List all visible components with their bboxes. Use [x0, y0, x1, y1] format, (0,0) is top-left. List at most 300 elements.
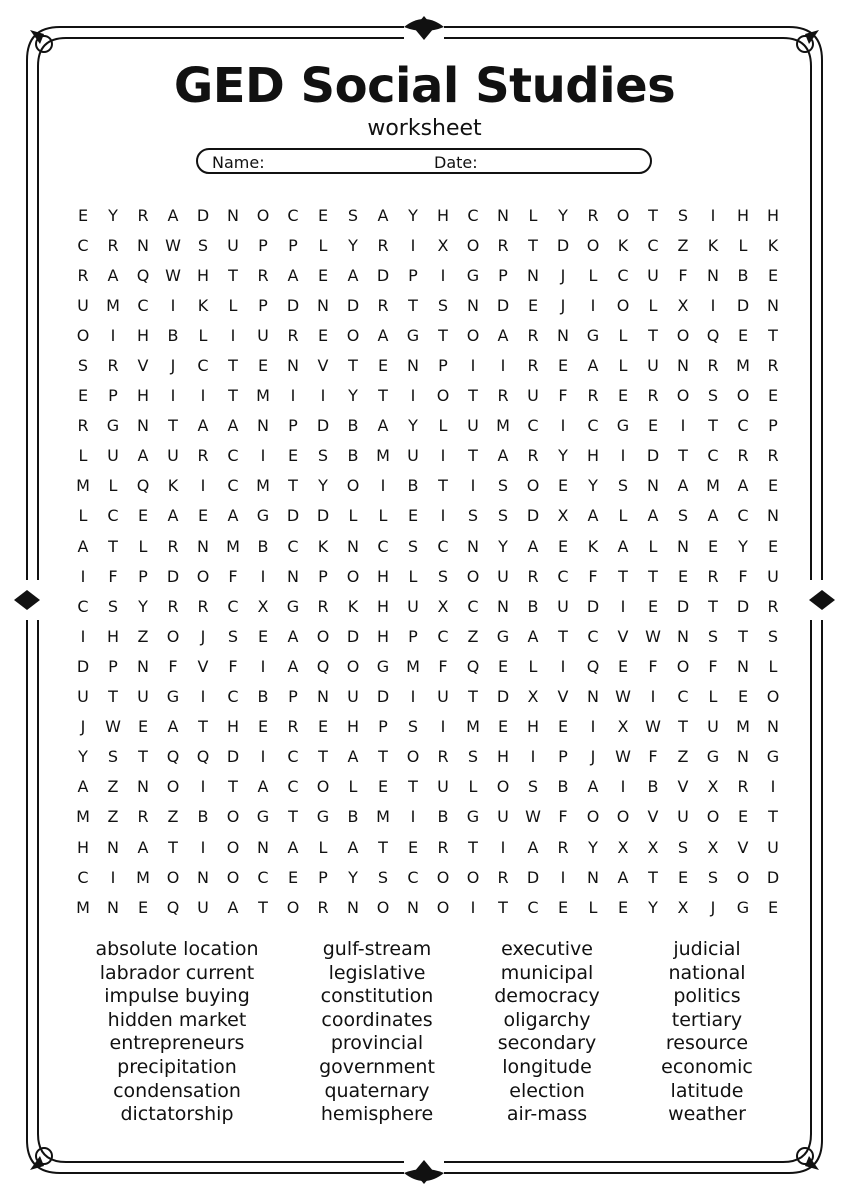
grid-letter: V — [647, 807, 659, 827]
grid-letter: O — [436, 867, 450, 887]
grid-letter: T — [618, 566, 628, 586]
grid-letter: U — [767, 837, 779, 857]
grid-letter: R — [497, 867, 509, 887]
grid-letter: L — [438, 416, 448, 436]
grid-letter: P — [408, 626, 418, 646]
grid-letter: Y — [498, 536, 508, 556]
grid-letter: J — [200, 626, 206, 646]
grid-row — [68, 651, 788, 681]
grid-letter: P — [498, 265, 508, 285]
grid-letter: X — [677, 897, 689, 917]
grid-letter: Y — [588, 837, 598, 857]
grid-letter: Y — [588, 476, 598, 496]
grid-letter: E — [767, 897, 779, 917]
grid-letter: B — [437, 807, 449, 827]
grid-letter: O — [676, 325, 690, 345]
grid-letter: L — [348, 506, 358, 526]
grid-letter: Z — [677, 235, 689, 255]
grid-letter: K — [317, 536, 329, 556]
grid-letter: L — [738, 235, 748, 255]
grid-letter: M — [736, 717, 750, 737]
grid-letter: R — [377, 295, 389, 315]
grid-letter: F — [438, 656, 448, 676]
grid-letter: Q — [166, 747, 180, 767]
grid-letter: O — [436, 897, 450, 917]
grid-letter: E — [497, 656, 509, 676]
grid-letter: T — [408, 295, 418, 315]
grid-row — [68, 802, 788, 832]
word-item: judicial — [673, 938, 741, 960]
page-subtitle: worksheet — [367, 116, 482, 141]
grid-letter: U — [497, 566, 509, 586]
word-item: municipal — [500, 961, 594, 984]
name-label: Name: — [212, 153, 265, 172]
grid-letter: N — [257, 416, 269, 436]
grid-letter: D — [646, 446, 660, 466]
grid-letter: E — [617, 656, 629, 676]
grid-letter: I — [590, 295, 596, 315]
grid-letter: S — [617, 476, 629, 496]
grid-letter: W — [615, 687, 631, 707]
grid-letter: Q — [466, 656, 480, 676]
word-item: politics — [673, 985, 741, 1008]
grid-letter: K — [707, 235, 719, 255]
grid-letter: I — [380, 476, 386, 496]
grid-letter: L — [78, 446, 88, 466]
grid-letter: M — [256, 476, 270, 496]
grid-letter: I — [770, 777, 776, 797]
grid-letter: J — [560, 265, 566, 285]
grid-letter: W — [105, 717, 121, 737]
grid-letter: R — [527, 446, 539, 466]
grid-letter: L — [618, 356, 628, 376]
grid-letter: R — [77, 416, 89, 436]
grid-letter: T — [708, 596, 718, 616]
grid-letter: Q — [316, 656, 330, 676]
grid-letter: N — [497, 205, 509, 225]
grid-letter: E — [617, 897, 629, 917]
grid-letter: L — [528, 656, 538, 676]
grid-letter: O — [736, 386, 750, 406]
grid-letter: I — [110, 325, 116, 345]
grid-letter: M — [76, 897, 90, 917]
grid-letter: O — [466, 235, 480, 255]
grid-letter: H — [766, 205, 780, 225]
grid-letter: D — [346, 295, 360, 315]
word-item: weather — [668, 1103, 746, 1126]
grid-letter: H — [136, 386, 150, 406]
grid-letter: C — [587, 626, 599, 646]
grid-letter: N — [137, 235, 149, 255]
grid-letter: U — [167, 446, 179, 466]
grid-row — [68, 862, 788, 892]
grid-letter: Q — [136, 265, 150, 285]
grid-letter: K — [587, 536, 599, 556]
grid-letter: T — [198, 717, 208, 737]
grid-letter: S — [407, 717, 419, 737]
grid-letter: O — [436, 386, 450, 406]
grid-letter: D — [526, 506, 540, 526]
grid-letter: R — [197, 446, 209, 466]
grid-letter: T — [468, 837, 478, 857]
grid-letter: L — [198, 325, 208, 345]
word-item: coordinates — [321, 1008, 433, 1031]
grid-letter: P — [438, 356, 448, 376]
grid-row — [68, 290, 788, 320]
grid-letter: R — [107, 356, 119, 376]
grid-letter: J — [590, 747, 596, 767]
word-item: dictatorship — [120, 1103, 234, 1126]
grid-letter: Q — [586, 656, 600, 676]
grid-letter: T — [378, 747, 388, 767]
grid-letter: E — [257, 626, 269, 646]
grid-letter: Y — [648, 897, 658, 917]
grid-letter: T — [378, 837, 388, 857]
grid-letter: F — [648, 656, 658, 676]
grid-letter: N — [587, 867, 599, 887]
grid-letter: Y — [318, 476, 328, 496]
grid-letter: I — [260, 446, 266, 466]
grid-letter: O — [226, 807, 240, 827]
grid-letter: O — [166, 626, 180, 646]
grid-letter: A — [287, 656, 299, 676]
grid-letter: E — [527, 295, 539, 315]
grid-letter: C — [137, 295, 149, 315]
grid-letter: K — [347, 596, 359, 616]
grid-letter: E — [287, 867, 299, 887]
grid-letter: N — [677, 356, 689, 376]
grid-letter: U — [647, 356, 659, 376]
grid-letter: C — [467, 596, 479, 616]
grid-letter: G — [466, 265, 480, 285]
grid-letter: U — [767, 566, 779, 586]
word-item: executive — [501, 938, 593, 960]
name-date-bar — [196, 148, 652, 174]
grid-letter: S — [437, 566, 449, 586]
grid-letter: Z — [467, 626, 479, 646]
grid-letter: Y — [348, 386, 358, 406]
grid-letter: E — [77, 386, 89, 406]
grid-letter: O — [166, 777, 180, 797]
grid-letter: I — [620, 777, 626, 797]
grid-letter: A — [497, 325, 509, 345]
grid-letter: T — [438, 325, 448, 345]
word-item: government — [319, 1055, 435, 1078]
word-item: resource — [665, 1032, 749, 1055]
grid-letter: F — [708, 656, 718, 676]
grid-letter: H — [436, 205, 450, 225]
grid-letter: O — [466, 325, 480, 345]
grid-letter: I — [170, 386, 176, 406]
word-item: secondary — [497, 1032, 597, 1055]
grid-letter: D — [346, 626, 360, 646]
grid-letter: P — [318, 566, 328, 586]
grid-letter: E — [407, 506, 419, 526]
word-item: economic — [661, 1055, 753, 1078]
grid-letter: T — [228, 265, 238, 285]
grid-letter: I — [170, 295, 176, 315]
grid-letter: R — [287, 325, 299, 345]
grid-letter: T — [528, 235, 538, 255]
grid-letter: C — [587, 416, 599, 436]
grid-letter: D — [316, 506, 330, 526]
grid-letter: A — [737, 476, 749, 496]
grid-letter: K — [767, 235, 779, 255]
grid-letter: A — [137, 837, 149, 857]
grid-letter: G — [766, 747, 780, 767]
grid-letter: T — [768, 807, 778, 827]
grid-letter: E — [767, 476, 779, 496]
grid-letter: T — [438, 476, 448, 496]
grid-letter: A — [587, 506, 599, 526]
grid-letter: R — [257, 265, 269, 285]
grid-letter: R — [527, 566, 539, 586]
grid-letter: R — [497, 235, 509, 255]
grid-letter: A — [527, 837, 539, 857]
grid-letter: U — [677, 807, 689, 827]
grid-letter: C — [107, 506, 119, 526]
grid-letter: O — [406, 747, 420, 767]
grid-letter: I — [560, 416, 566, 436]
grid-letter: S — [407, 536, 419, 556]
grid-letter: N — [197, 536, 209, 556]
grid-letter: N — [137, 777, 149, 797]
grid-letter: R — [77, 265, 89, 285]
grid-letter: I — [200, 386, 206, 406]
grid-letter: A — [287, 626, 299, 646]
grid-letter: A — [197, 416, 209, 436]
grid-letter: N — [467, 536, 479, 556]
grid-letter: S — [707, 867, 719, 887]
grid-letter: M — [706, 476, 720, 496]
grid-letter: P — [108, 386, 118, 406]
grid-letter: R — [377, 235, 389, 255]
grid-letter: L — [78, 506, 88, 526]
grid-letter: A — [587, 777, 599, 797]
grid-letter: C — [647, 235, 659, 255]
grid-letter: V — [317, 356, 329, 376]
grid-letter: E — [557, 356, 569, 376]
grid-letter: E — [377, 777, 389, 797]
grid-letter: R — [767, 596, 779, 616]
grid-letter: N — [287, 566, 299, 586]
grid-letter: H — [586, 446, 600, 466]
grid-letter: G — [406, 325, 420, 345]
grid-letter: G — [586, 325, 600, 345]
grid-letter: H — [736, 205, 750, 225]
grid-letter: Y — [408, 205, 418, 225]
grid-letter: O — [226, 837, 240, 857]
grid-letter: R — [587, 386, 599, 406]
grid-letter: I — [110, 867, 116, 887]
grid-letter: I — [200, 687, 206, 707]
grid-letter: B — [347, 416, 359, 436]
grid-letter: D — [526, 867, 540, 887]
grid-letter: C — [527, 897, 539, 917]
grid-letter: O — [466, 867, 480, 887]
grid-letter: E — [677, 867, 689, 887]
grid-letter: M — [736, 356, 750, 376]
grid-letter: D — [676, 596, 690, 616]
grid-letter: O — [196, 566, 210, 586]
grid-letter: N — [107, 897, 119, 917]
grid-letter: C — [197, 356, 209, 376]
grid-letter: C — [737, 416, 749, 436]
grid-letter: S — [227, 626, 239, 646]
grid-letter: N — [347, 536, 359, 556]
grid-letter: A — [527, 536, 539, 556]
grid-letter: T — [348, 356, 358, 376]
grid-letter: E — [197, 506, 209, 526]
grid-letter: R — [167, 596, 179, 616]
grid-letter: I — [440, 265, 446, 285]
grid-row — [68, 591, 788, 621]
grid-letter: F — [558, 807, 568, 827]
grid-row — [68, 471, 788, 501]
grid-letter: H — [376, 596, 390, 616]
word-item: hemisphere — [320, 1103, 434, 1126]
grid-letter: B — [737, 265, 749, 285]
grid-letter: L — [528, 205, 538, 225]
grid-letter: M — [76, 807, 90, 827]
grid-letter: W — [615, 747, 631, 767]
grid-letter: U — [227, 235, 239, 255]
grid-letter: B — [257, 687, 269, 707]
grid-letter: R — [707, 356, 719, 376]
grid-letter: B — [347, 446, 359, 466]
grid-letter: X — [617, 717, 629, 737]
grid-letter: C — [737, 506, 749, 526]
grid-letter: T — [708, 416, 718, 436]
grid-letter: E — [317, 265, 329, 285]
grid-letter: A — [377, 416, 389, 436]
grid-row — [68, 260, 788, 290]
word-item: absolute location — [95, 938, 259, 960]
grid-letter: I — [410, 807, 416, 827]
word-column — [607, 938, 807, 1127]
grid-letter: A — [347, 837, 359, 857]
grid-letter: U — [407, 596, 419, 616]
grid-letter: D — [226, 747, 240, 767]
grid-letter: B — [407, 476, 419, 496]
grid-letter: E — [317, 325, 329, 345]
grid-letter: R — [557, 837, 569, 857]
grid-letter: N — [407, 897, 419, 917]
grid-letter: X — [257, 596, 269, 616]
grid-letter: R — [317, 897, 329, 917]
word-item: labrador current — [99, 961, 255, 984]
grid-letter: H — [526, 717, 540, 737]
grid-letter: A — [137, 446, 149, 466]
grid-letter: T — [498, 897, 508, 917]
grid-letter: R — [527, 356, 539, 376]
grid-letter: S — [707, 626, 719, 646]
grid-letter: C — [77, 235, 89, 255]
grid-letter: M — [256, 386, 270, 406]
grid-letter: E — [557, 536, 569, 556]
grid-letter: E — [767, 386, 779, 406]
grid-letter: V — [557, 687, 569, 707]
word-item: democracy — [494, 985, 600, 1008]
grid-letter: A — [707, 506, 719, 526]
grid-letter: O — [586, 235, 600, 255]
grid-letter: S — [467, 747, 479, 767]
grid-letter: A — [167, 506, 179, 526]
grid-letter: R — [707, 566, 719, 586]
grid-letter: C — [77, 867, 89, 887]
grid-letter: C — [227, 476, 239, 496]
grid-letter: I — [80, 566, 86, 586]
grid-letter: N — [317, 295, 329, 315]
grid-row — [68, 320, 788, 350]
grid-letter: A — [257, 777, 269, 797]
word-item: precipitation — [117, 1055, 237, 1078]
grid-letter: U — [497, 807, 509, 827]
grid-letter: X — [617, 837, 629, 857]
grid-letter: C — [77, 596, 89, 616]
grid-letter: W — [645, 626, 661, 646]
grid-letter: P — [288, 235, 298, 255]
grid-letter: U — [197, 897, 209, 917]
grid-letter: B — [347, 807, 359, 827]
grid-letter: U — [707, 717, 719, 737]
grid-letter: I — [590, 717, 596, 737]
grid-letter: L — [588, 265, 598, 285]
grid-letter: N — [647, 476, 659, 496]
grid-letter: A — [77, 777, 89, 797]
grid-letter: X — [437, 235, 449, 255]
grid-letter: C — [227, 446, 239, 466]
grid-letter: O — [766, 687, 780, 707]
grid-letter: R — [497, 386, 509, 406]
grid-letter: T — [228, 386, 238, 406]
grid-letter: I — [560, 867, 566, 887]
grid-row — [68, 742, 788, 772]
grid-letter: C — [527, 416, 539, 436]
grid-letter: B — [527, 596, 539, 616]
grid-letter: P — [258, 295, 268, 315]
grid-letter: L — [708, 687, 718, 707]
grid-letter: T — [378, 386, 388, 406]
grid-letter: E — [767, 265, 779, 285]
grid-letter: R — [737, 446, 749, 466]
grid-letter: M — [136, 867, 150, 887]
grid-letter: Q — [196, 747, 210, 767]
grid-letter: H — [136, 325, 150, 345]
grid-letter: U — [347, 687, 359, 707]
grid-letter: G — [376, 656, 390, 676]
grid-letter: Y — [78, 747, 88, 767]
grid-letter: T — [768, 325, 778, 345]
grid-letter: S — [377, 867, 389, 887]
word-item: gulf-stream — [322, 938, 432, 960]
grid-row — [68, 411, 788, 441]
grid-letter: U — [647, 265, 659, 285]
grid-letter: R — [137, 205, 149, 225]
grid-letter: N — [317, 687, 329, 707]
grid-letter: P — [768, 416, 778, 436]
grid-letter: F — [588, 566, 598, 586]
grid-row — [68, 772, 788, 802]
grid-letter: D — [376, 687, 390, 707]
grid-letter: S — [527, 777, 539, 797]
grid-letter: O — [676, 386, 690, 406]
grid-letter: X — [527, 687, 539, 707]
grid-letter: P — [138, 566, 148, 586]
grid-letter: I — [620, 596, 626, 616]
grid-letter: L — [648, 536, 658, 556]
grid-letter: U — [77, 687, 89, 707]
